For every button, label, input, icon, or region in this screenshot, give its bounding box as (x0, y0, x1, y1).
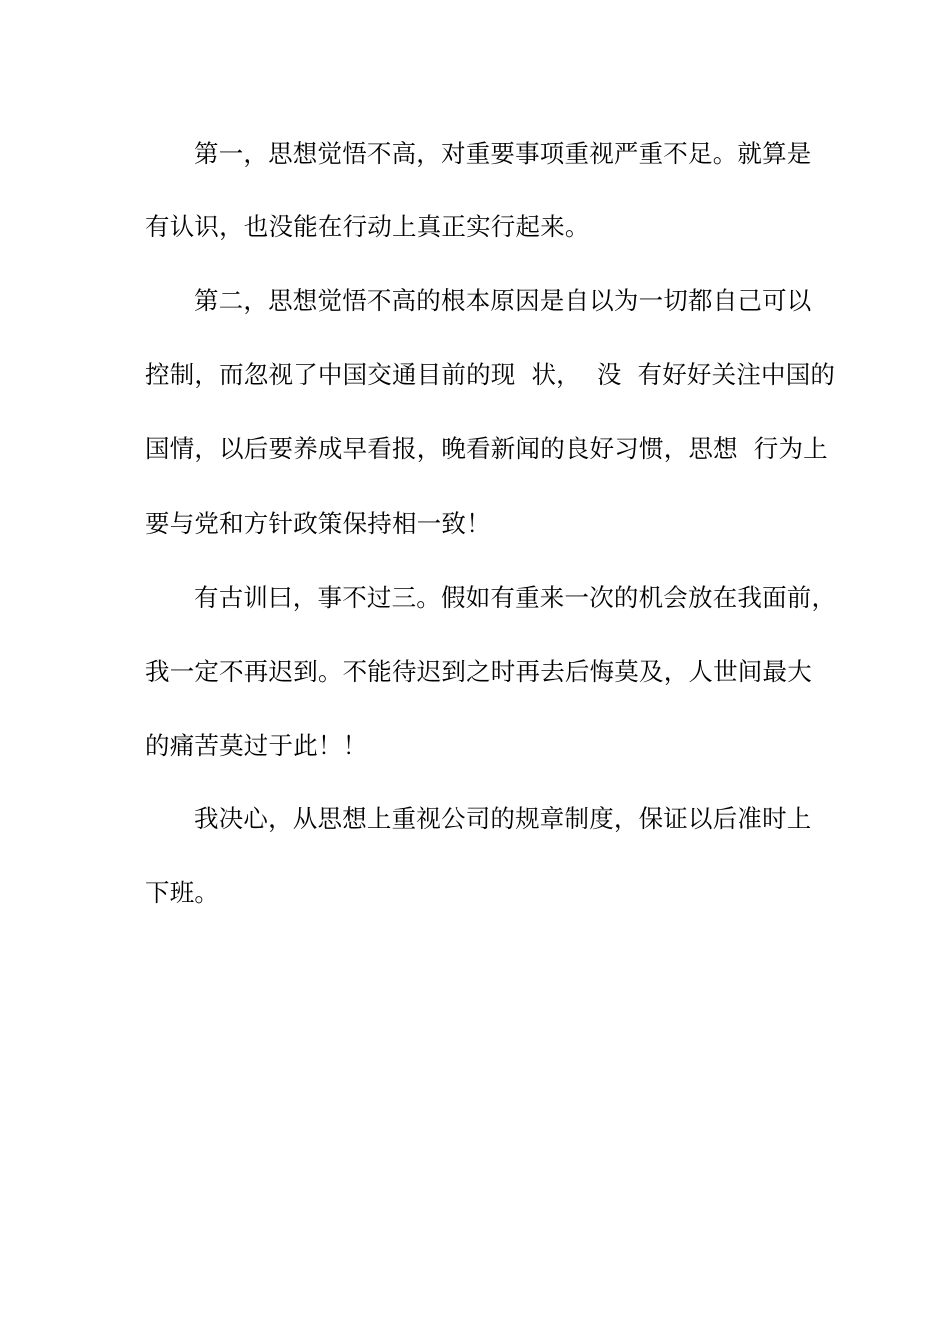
paragraph-line: 的痛苦莫过于此！！ (145, 731, 368, 760)
paragraph-line: 控制，而忽视了中国交通目前的现 状， 没 有好好关注中国的 (145, 360, 836, 389)
paragraph-line: 要与党和方针政策保持相一致！ (145, 509, 491, 538)
paragraph-line: 有古训曰，事不过三。假如有重来一次的机会放在我面前， (194, 583, 837, 612)
paragraph-line: 有认识，也没能在行动上真正实行起来。 (145, 212, 590, 241)
paragraph-line: 下班。 (145, 878, 220, 907)
paragraph-line: 第一，思想觉悟不高，对重要事项重视严重不足。就算是 (194, 139, 812, 168)
paragraph-line: 我一定不再迟到。不能待迟到之时再去后悔莫及，人世间最大 (145, 657, 812, 686)
paragraph-line: 我决心，从思想上重视公司的规章制度，保证以后准时上 (194, 804, 812, 833)
paragraph-line: 第二，思想觉悟不高的根本原因是自以为一切都自己可以 (194, 286, 812, 315)
paragraph-line: 国情，以后要养成早看报，晚看新闻的良好习惯，思想 行为上 (145, 434, 828, 463)
